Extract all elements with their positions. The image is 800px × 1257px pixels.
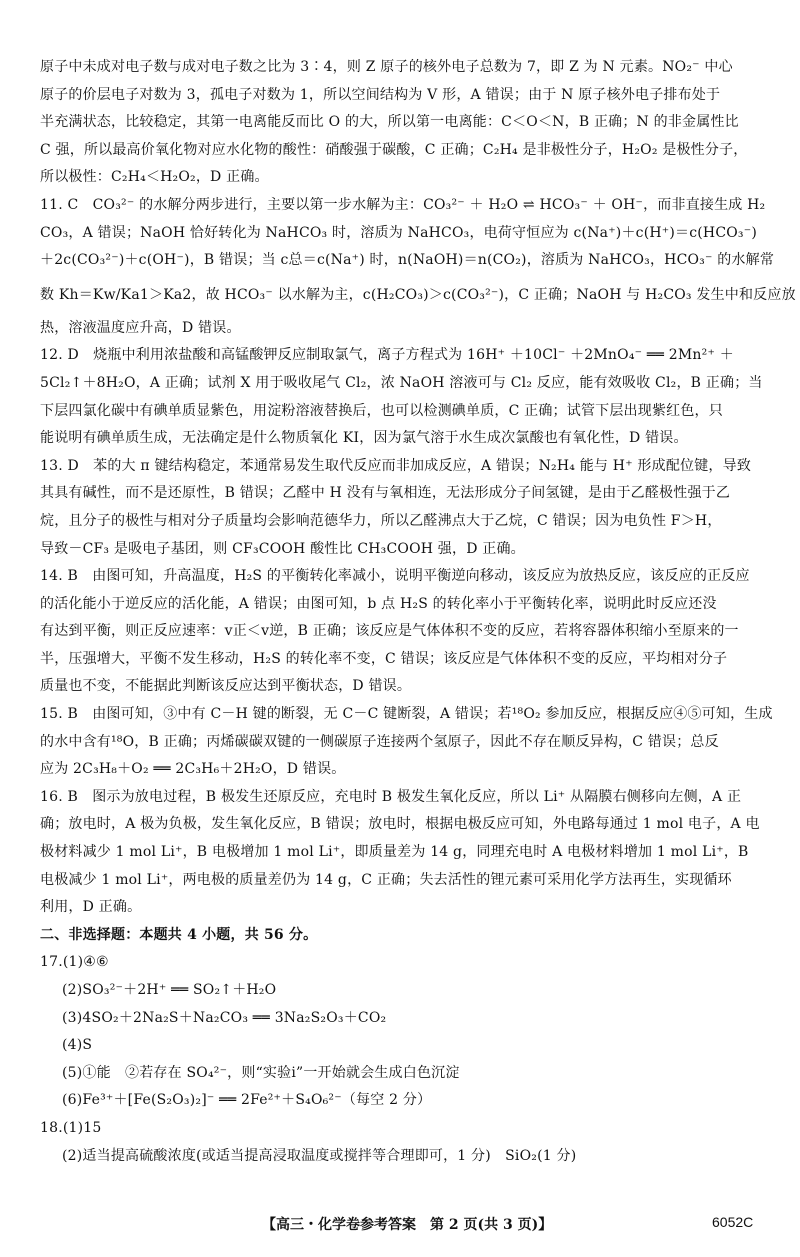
text-line: 能说明有碘单质生成，无法确定是什么物质氧化 KI，因为氯气溶于水生成次氯酸也有氧化性，D 错误。 — [40, 430, 688, 447]
text-line: CO₃，A 错误；NaOH 恰好转化为 NaHCO₃ 时，溶质为 NaHCO₃，电荷守恒应为 c(Na⁺)＋c(H⁺)＝c(HCO₃⁻) — [40, 224, 757, 241]
text-line: 12. D 烧瓶中利用浓盐酸和高锰酸钾反应制取氯气，离子方程式为 16H⁺ ＋10Cl⁻ ＋2MnO₄⁻ ══ 2Mn²⁺ ＋ — [40, 347, 734, 364]
text-line: ＋2c(CO₃²⁻)＋c(OH⁻)，B 错误；当 c总＝c(Na⁺) 时，n(NaOH)＝n(CO₂)，溶质为 NaHCO₃，HCO₃⁻ 的水解常 — [40, 252, 775, 269]
text-line: 15. B 由图可知，③中有 C－H 键的断裂，无 C－C 键断裂，A 错误；若¹⁸O₂ 参加反应，根据反应④⑤可知，生成 — [40, 706, 773, 723]
text-line: C 强，所以最高价氧化物对应水化物的酸性：硝酸强于碳酸，C 正确；C₂H₄ 是非极性分子，H₂O₂ 是极性分子， — [40, 141, 748, 158]
page-footer — [0, 1214, 800, 1240]
answer-text — [40, 54, 796, 1170]
text-line: 半，压强增大，平衡不发生移动，H₂S 的转化率不变，C 错误；该反应是气体体积不变的反应，平均相对分子 — [40, 650, 728, 667]
text-line: (2)适当提高硫酸浓度(或适当提高浸取温度或搅拌等合理即可，1 分) SiO₂(1 分) — [62, 1147, 577, 1164]
text-line: 11. C CO₃²⁻ 的水解分两步进行，主要以第一步水解为主：CO₃²⁻ ＋ H₂O ⇌ HCO₃⁻ ＋ OH⁻，而非直接生成 H₂ — [40, 196, 766, 213]
text-line: 18.(1)15 — [40, 1119, 102, 1136]
text-line: 5Cl₂↑＋8H₂O，A 正确；试剂 X 用于吸收尾气 Cl₂，浓 NaOH 溶液可与 Cl₂ 反应，能有效吸收 Cl₂，B 正确；当 — [40, 374, 763, 391]
text-line: (3)4SO₂＋2Na₂S＋Na₂CO₃ ══ 3Na₂S₂O₃＋CO₂ — [62, 1009, 387, 1026]
text-line: 质量也不变，不能据此判断该反应达到平衡状态，D 错误。 — [40, 678, 412, 695]
text-line: 应为 2C₃H₈＋O₂ ══ 2C₃H₆＋2H₂O，D 错误。 — [40, 761, 346, 778]
text-line: 利用，D 正确。 — [40, 899, 142, 916]
text-line: 原子中未成对电子数与成对电子数之比为 3∶4，则 Z 原子的核外电子总数为 7，即 Z 为 N 元素。NO₂⁻ 中心 — [40, 59, 733, 75]
text-line: 所以极性：C₂H₄＜H₂O₂，D 正确。 — [40, 169, 269, 186]
text-line: (5)①能 ②若存在 SO₄²⁻，则“实验ⅰ”一开始就会生成白色沉淀 — [62, 1064, 460, 1081]
text-line: 的活化能小于逆反应的活化能，A 错误；由图可知，b 点 H₂S 的转化率小于平衡转化率，说明此时反应还没 — [40, 595, 717, 612]
footer-page-info: 【高三・化学卷参考答案 第 2 页(共 3 页)】 — [262, 1217, 553, 1233]
text-line: 电极减少 1 mol Li⁺，两电极的质量差仍为 14 g，C 正确；失去活性的锂元素可采用化学方法再生，实现循环 — [40, 871, 732, 888]
text-line: (6)Fe³⁺＋[Fe(S₂O₃)₂]⁻ ══ 2Fe²⁺＋S₄O₆²⁻（每空 2 分） — [62, 1092, 432, 1109]
text-line: 数 Kh＝Kw/Ka1＞Ka2，故 HCO₃⁻ 以水解为主，c(H₂CO₃)＞c(CO₃²⁻)，C 正确；NaOH 与 H₂CO₃ 发生中和反应放 — [40, 286, 796, 303]
section-heading: 二、非选择题：本题共 4 小题，共 56 分。 — [40, 926, 318, 943]
text-line: 16. B 图示为放电过程，B 极发生还原反应，充电时 B 极发生氧化反应，所以 Li⁺ 从隔膜右侧移向左侧，A 正 — [40, 788, 742, 805]
text-line: 14. B 由图可知，升高温度，H₂S 的平衡转化率减小，说明平衡逆向移动，该反应为放热反应，该反应的正反应 — [40, 568, 750, 585]
text-line: 其具有碱性，而不是还原性，B 错误；乙醛中 H 没有与氧相连，无法形成分子间氢键，是由于乙醛极性强于乙 — [40, 485, 731, 502]
text-line: 导致－CF₃ 是吸电子基团，则 CF₃COOH 酸性比 CH₃COOH 强，D 正确。 — [40, 540, 525, 557]
text-line: 原子的价层电子对数为 3，孤电子对数为 1，所以空间结构为 V 形，A 错误；由于 N 原子核外电子排布处于 — [40, 86, 721, 103]
text-line: 13. D 苯的大 π 键结构稳定，苯通常易发生取代反应而非加成反应，A 错误；N₂H₄ 能与 H⁺ 形成配位键，导致 — [40, 457, 752, 474]
text-line: 有达到平衡，则正反应速率：v正＜v逆，B 正确；该反应是气体体积不变的反应，若将容器体积缩小至原来的一 — [40, 623, 739, 640]
text-line: 极材料减少 1 mol Li⁺，B 电极增加 1 mol Li⁺，即质量差为 14 g，同理充电时 A 电极材料增加 1 mol Li⁺，B — [40, 844, 749, 861]
text-line: (4)S — [62, 1037, 93, 1054]
text-line: 17.(1)④⑥ — [40, 954, 109, 971]
text-line: (2)SO₃²⁻＋2H⁺ ══ SO₂↑＋H₂O — [62, 982, 277, 998]
text-line: 热，溶液温度应升高，D 错误。 — [40, 319, 241, 336]
text-line: 烷，且分子的极性与相对分子质量均会影响范德华力，所以乙醛沸点大于乙烷，C 错误；因为电负性 F＞H， — [40, 512, 722, 529]
text-line: 半充满状态，比较稳定，其第一电离能反而比 O 的大，所以第一电离能：C＜O＜N，B 正确；N 的非金属性比 — [40, 114, 739, 131]
text-line: 的水中含有¹⁸O，B 正确；丙烯碳碳双键的一侧碳原子连接两个氢原子，因此不存在顺反异构，C 错误；总反 — [40, 733, 719, 750]
text-line: 确；放电时，A 极为负极，发生氧化反应，B 错误；放电时，根据电极反应可知，外电路每通过 1 mol 电子，A 电 — [40, 816, 760, 833]
footer-doc-code: 6052C — [712, 1214, 754, 1230]
text-line: 下层四氯化碳中有碘单质显紫色，用淀粉溶液替换后，也可以检测碘单质，C 正确；试管下层出现紫红色，只 — [40, 402, 723, 419]
